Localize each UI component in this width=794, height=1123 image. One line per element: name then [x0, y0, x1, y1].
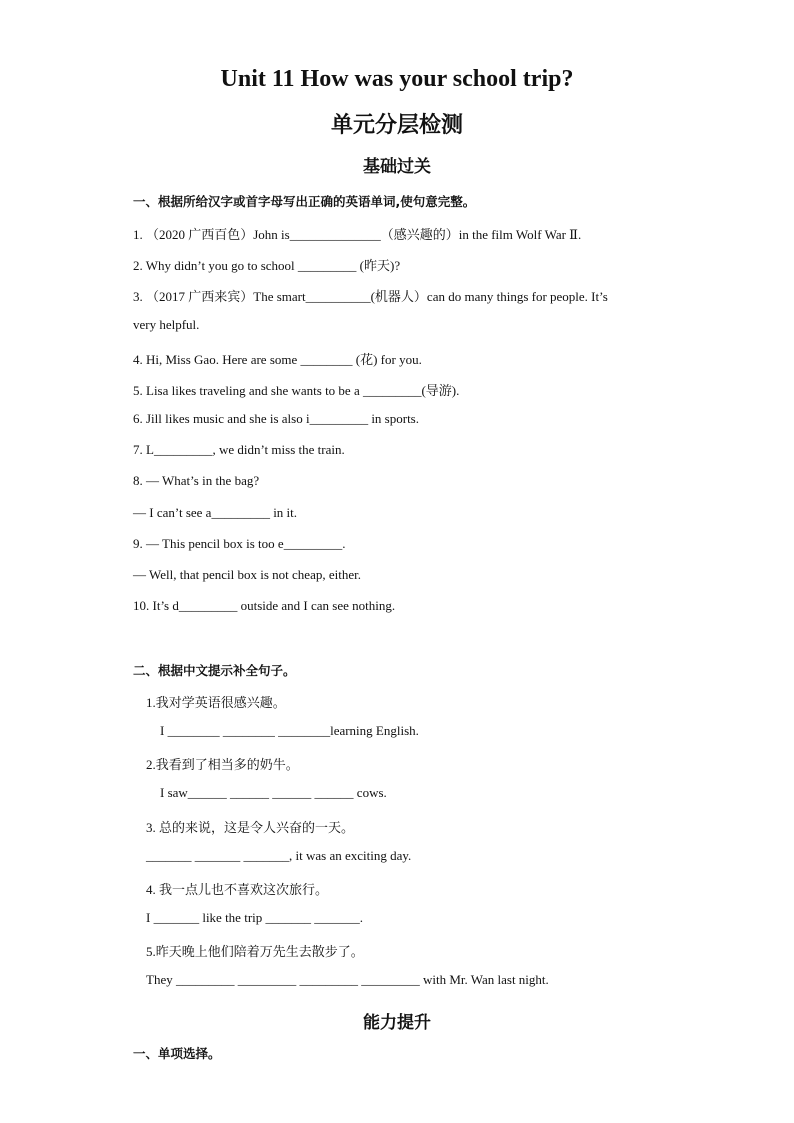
- page-subtitle: 单元分层检测: [330, 113, 463, 138]
- question-line: — I can’t see a_________ in it.: [133, 505, 298, 520]
- question-line: — Well, that pencil box is not cheap, either.: [133, 567, 361, 582]
- question-prompt: 1.我对学英语很感兴趣。: [146, 695, 286, 710]
- question-line: 1. （2020 广西百色）John is______________（感兴趣的）in the film Wolf War Ⅱ.: [133, 227, 582, 242]
- answer-line: I saw______ ______ ______ ______ cows.: [160, 785, 387, 800]
- question-prompt: 5.昨天晚上他们陪着万先生去散步了。: [146, 944, 364, 959]
- question-line: 7. L_________, we didn’t miss the train.: [133, 442, 345, 457]
- section-heading-advanced: 能力提升: [363, 1013, 431, 1033]
- answer-line: I ________ ________ ________learning English.: [160, 723, 419, 738]
- question-line: 3. （2017 广西来宾）The smart__________(机器人）can do many things for people. It’s: [133, 289, 608, 304]
- question-line: 8. — What’s in the bag?: [133, 473, 260, 488]
- question-line: 10. It’s d_________ outside and I can see nothing.: [133, 598, 396, 613]
- question-line: 2. Why didn’t you go to school _________ (昨天)?: [133, 258, 401, 273]
- question-prompt: 2.我看到了相当多的奶牛。: [146, 757, 299, 772]
- question-prompt: 3. 总的来说，这是令人兴奋的一天。: [146, 820, 355, 835]
- answer-line: They _________ _________ _________ _________ with Mr. Wan last night.: [146, 972, 549, 987]
- question-line: very helpful.: [133, 317, 200, 332]
- section-heading-basic: 基础过关: [363, 157, 431, 177]
- answer-line: _______ _______ _______, it was an exciting day.: [146, 848, 412, 863]
- question-line: 6. Jill likes music and she is also i_________ in sports.: [133, 411, 419, 426]
- part-heading-sentence-complete: 二、根据中文提示补全句子。: [133, 663, 296, 678]
- question-line: 5. Lisa likes traveling and she wants to be a _________(导游).: [133, 383, 460, 398]
- question-line: 9. — This pencil box is too e_________.: [133, 536, 346, 551]
- question-prompt: 4. 我一点儿也不喜欢这次旅行。: [146, 882, 329, 897]
- answer-line: I _______ like the trip _______ _______.: [146, 910, 364, 925]
- part-heading-word-fill: 一、根据所给汉字或首字母写出正确的英语单词,使句意完整。: [133, 194, 476, 209]
- question-line: 4. Hi, Miss Gao. Here are some ________ (花) for you.: [133, 352, 422, 367]
- part-heading-multiple-choice: 一、单项选择。: [133, 1046, 221, 1061]
- page-title: Unit 11 How was your school trip?: [220, 66, 574, 92]
